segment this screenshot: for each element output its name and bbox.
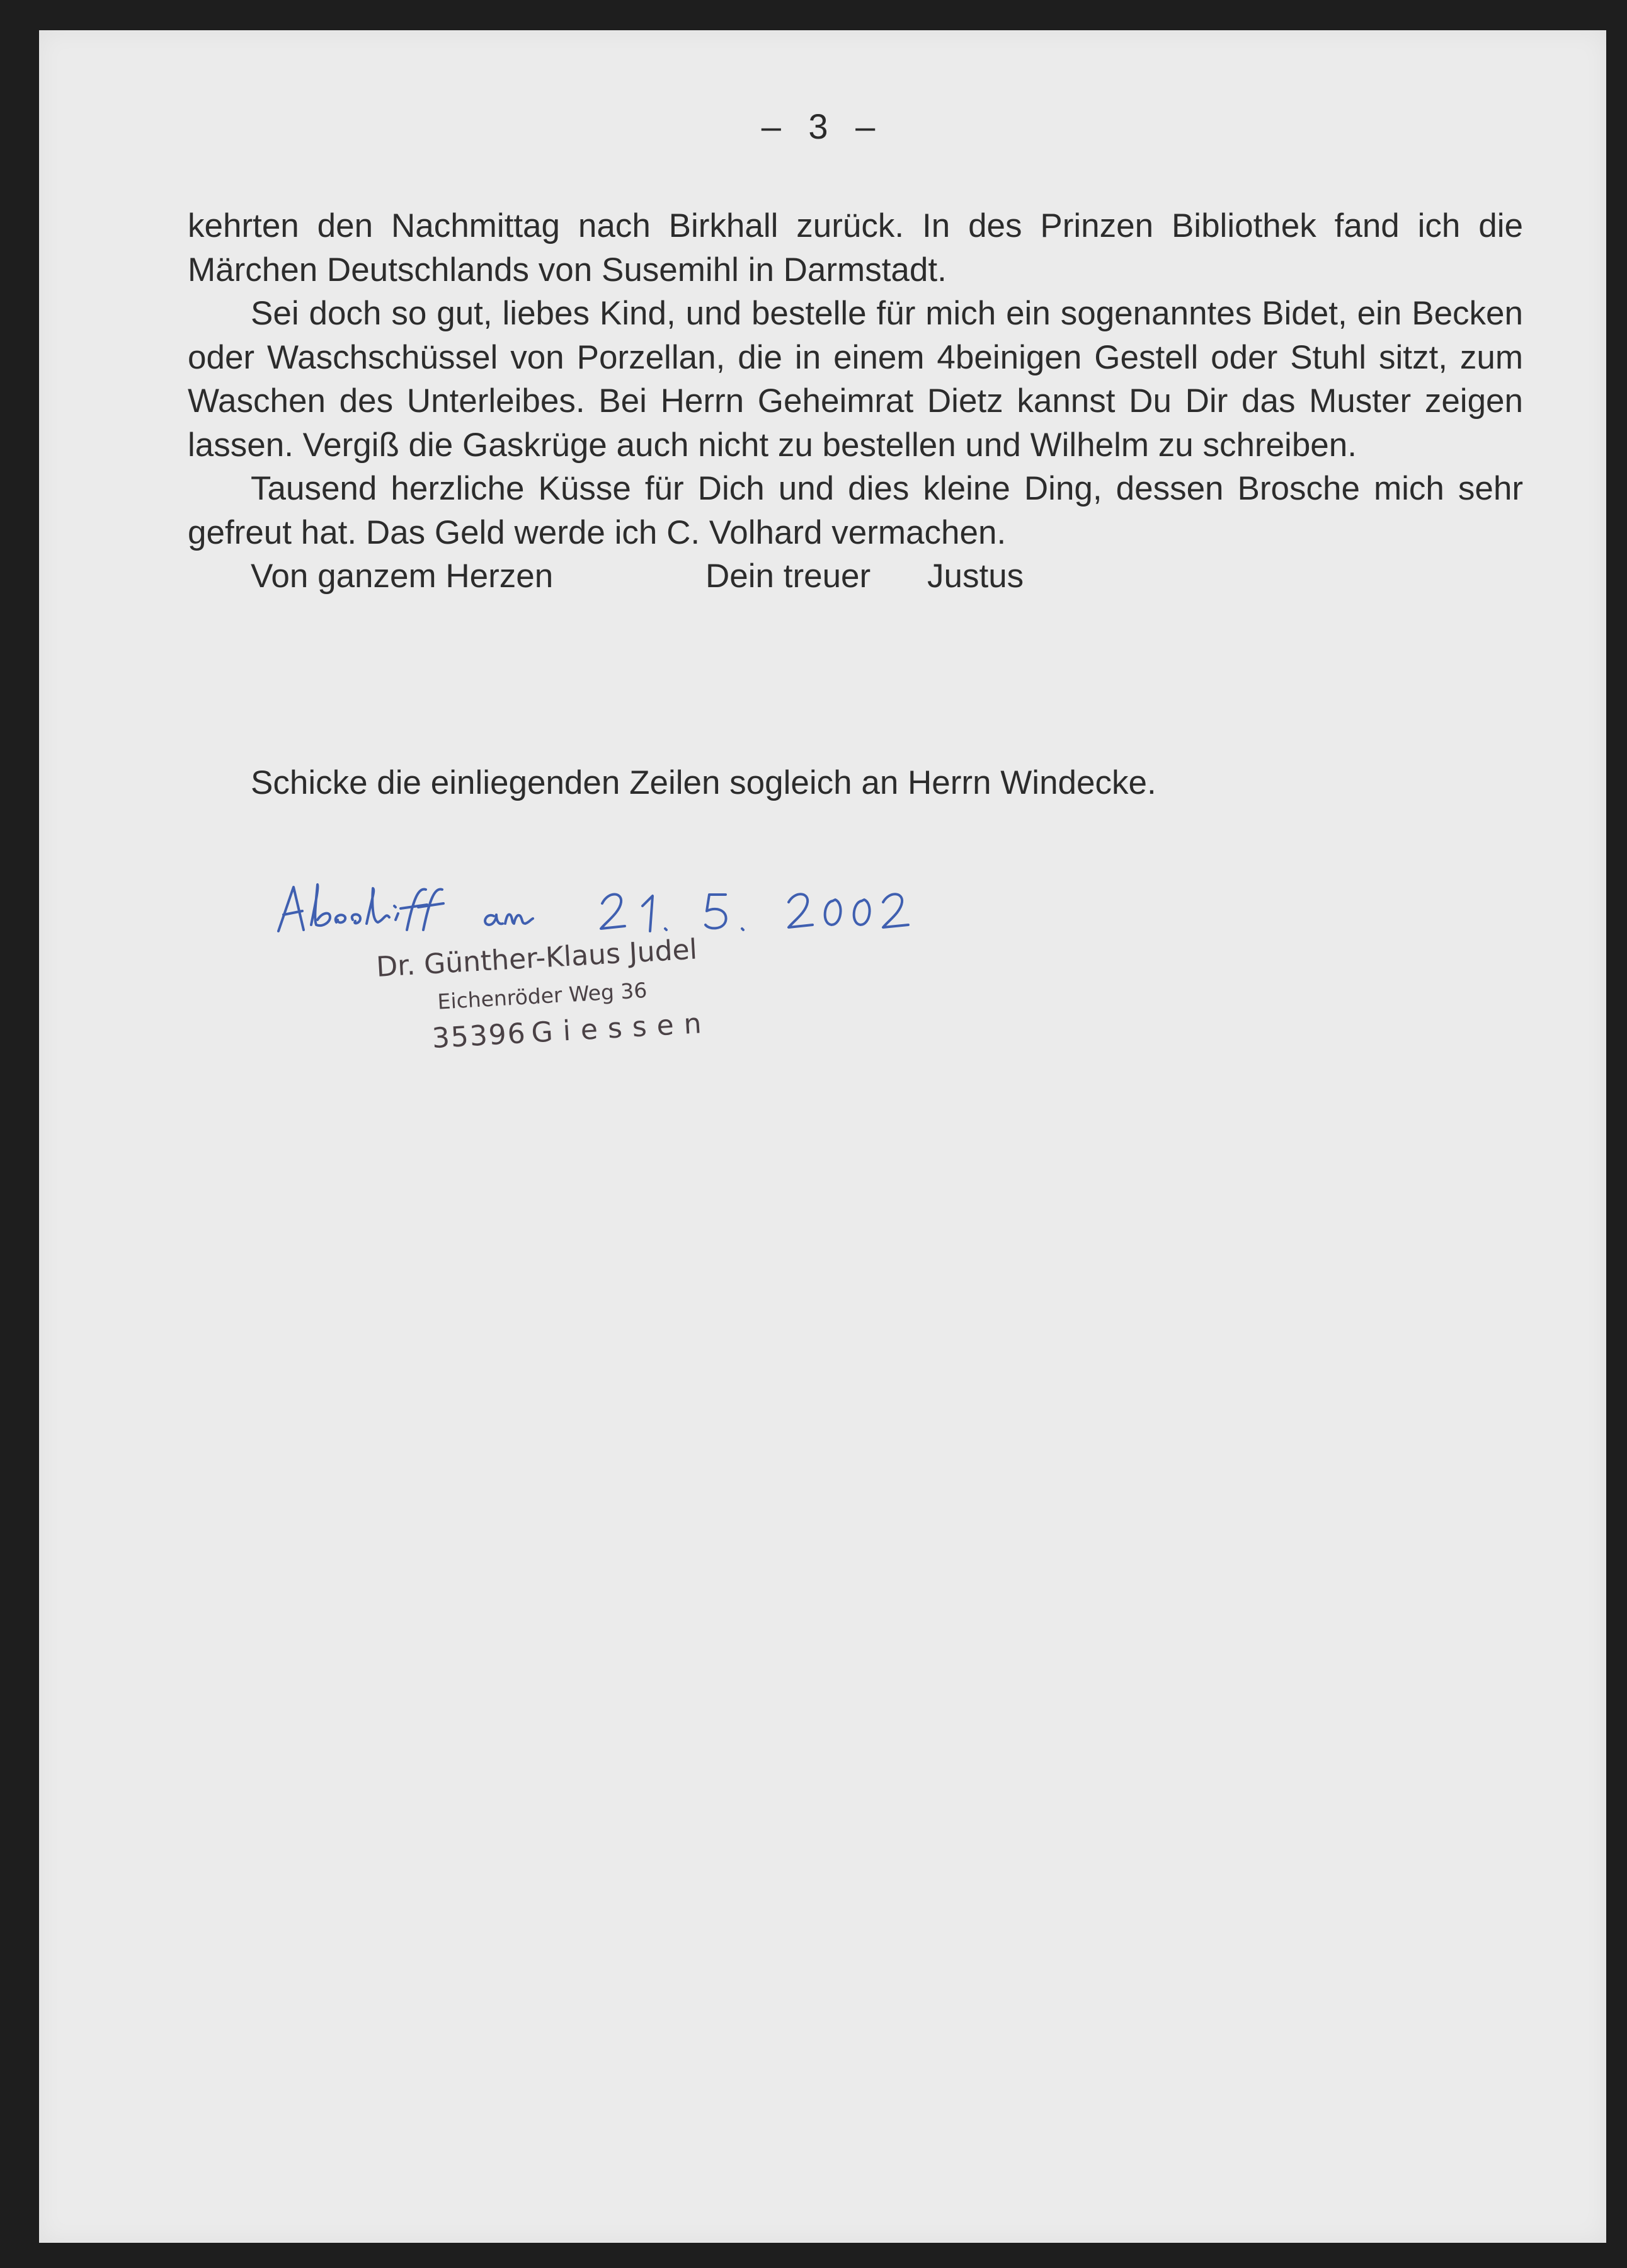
page-number: – 3 – [761, 106, 884, 146]
stamp-city-line [431, 1007, 712, 1055]
closing-valediction: Dein treuer [705, 558, 871, 595]
paragraph-2: Sei doch so gut, liebes Kind, und bestelle für mich ein sogenanntes Bidet, ein Becken oder Waschschüssel von Porzellan, die in einem 4beinigen Gestell oder Stuhl sitzt, zum Waschen des Unterleibes. Bei Herrn Geheimrat Dietz kannst Du Dir das Muster zeigen lassen. Vergiß die Gaskrüge auch nicht zu bestellen und Wilhelm zu schreiben. [188, 295, 1523, 464]
document-page [39, 30, 1606, 2243]
closing-greeting: Von ganzem Herzen [251, 558, 554, 595]
stamp-postcode: 35396 [431, 1017, 528, 1055]
stamp-street: Eichenröder Weg 36 [437, 978, 648, 1014]
stamp-name: Dr. Günther-Klaus Judel [375, 933, 699, 983]
postscript: Schicke die einliegenden Zeilen sogleich an Herrn Windecke. [251, 764, 1156, 801]
paragraph-1: kehrten den Nachmittag nach Birkhall zurück. In des Prinzen Bibliothek fand ich die Märchen Deutschlands von Susemihl in Darmstadt. [188, 207, 1523, 289]
letter-closing [188, 554, 1523, 598]
address-stamp [375, 927, 823, 1084]
letter-body [188, 204, 1523, 598]
stamp-city: Giessen [530, 1007, 712, 1050]
closing-signature: Justus [927, 558, 1024, 595]
paragraph-3: Tausend herzliche Küsse für Dich und dies kleine Ding, dessen Brosche mich sehr gefreut hat. Das Geld werde ich C. Volhard vermachen. [188, 470, 1523, 551]
